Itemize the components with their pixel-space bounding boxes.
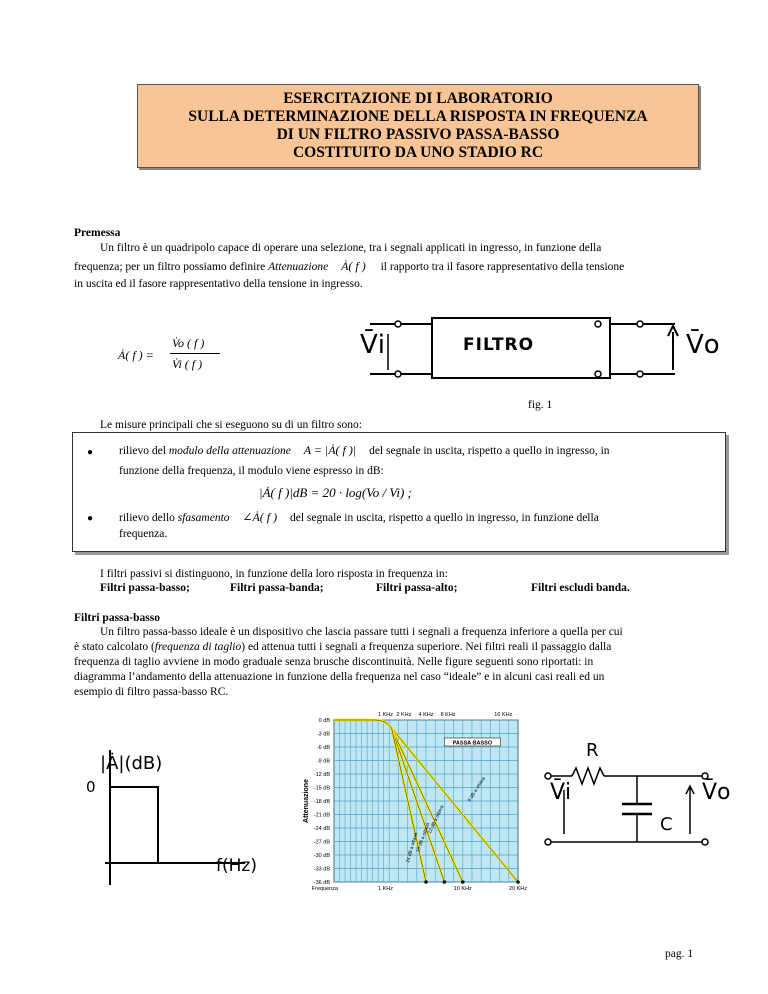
bullet-dot-1: ●	[87, 447, 94, 458]
bullet-1-line-1	[119, 443, 610, 459]
chart-axis-title: Attenuazione	[303, 779, 310, 823]
chart-y-tick-label: -33 dB	[313, 866, 330, 873]
chart-y-tick-label: -6 dB	[316, 745, 330, 751]
filter-vout-label: V̄o	[686, 330, 720, 360]
chart-y-tick-label: -24 dB	[313, 826, 330, 832]
chart-top-label: 2 KHz	[396, 712, 412, 718]
passabasso-heading: Filtri passa-basso	[74, 612, 160, 624]
b2a: rilievo dello	[119, 512, 178, 524]
bullet-dot-2: ●	[87, 513, 94, 524]
chart-y-tick-label: -9 dB	[316, 758, 330, 765]
fig1-caption: fig. 1	[528, 399, 553, 411]
rc-vin-label: V̄i	[550, 780, 572, 805]
modulo-term: modulo della attenuazione	[168, 445, 291, 457]
db-formula: |Ȧ( f )|dB = 20 · log(Vo / Vi) ;	[259, 485, 412, 500]
rc-r-label: R	[586, 740, 599, 761]
passabasso-line-1: Un filtro passa-basso ideale è un dispositivo che lascia passare tutti i segnali a frequenza inferiore a quella per cui	[100, 626, 623, 638]
measures-intro: Le misure principali che si eseguono su di un filtro sono:	[100, 419, 362, 431]
rc-vout-label: V̄o	[702, 780, 731, 805]
fraction-bar	[170, 353, 220, 354]
title-line-3: DI UN FILTRO PASSIVO PASSA-BASSO	[276, 126, 560, 143]
phase-formula: ∠Ȧ( f )	[242, 510, 278, 524]
sfasamento-term: sfasamento	[177, 512, 230, 524]
l2c: ) ed attenua tutti i segnali a frequenza superiore. Nei filtri reali il passaggio dalla	[241, 641, 612, 653]
b2d: del segnale in uscita, rispetto a quello in ingresso, in funzione della	[289, 512, 599, 524]
chart-y-tick-label: -18 dB	[313, 799, 330, 805]
classes-intro: I filtri passivi si distinguono, in funzione della loro risposta in frequenza in:	[100, 568, 448, 580]
chart-series-endpoint	[443, 880, 447, 884]
chart-y-tick-label: -15 dB	[313, 785, 330, 792]
chart-top-label: 4 KHz	[418, 712, 434, 718]
chart-bottom-label: 1 KHz	[378, 886, 394, 892]
ideal-ylabel: |Ȧ|(dB)	[100, 753, 163, 774]
attenuazione-term: Attenuazione	[268, 261, 329, 273]
bullet-2-line-2: frequenza.	[119, 528, 168, 540]
premessa-text-2	[74, 259, 624, 275]
chart-series-endpoint	[516, 880, 520, 884]
chart-y-tick-label: -12 dB	[313, 772, 330, 778]
class-passa-banda: Filtri passa-banda;	[230, 582, 324, 594]
passabasso-line-5: esempio di filtro passa-basso RC.	[74, 686, 229, 698]
chart-y-tick-label: -21 dB	[313, 812, 330, 819]
chart-y-tick-label: -27 dB	[313, 839, 330, 846]
chart-curve-label: 18 dB a ottava	[416, 822, 432, 854]
class-escludi-banda: Filtri escludi banda.	[531, 582, 630, 594]
bullet-2-line-1	[119, 510, 599, 526]
chart-top-label: 1 KHz	[378, 712, 394, 718]
class-passa-basso: Filtri passa-basso;	[100, 582, 190, 594]
chart-y-tick-label: -30 dB	[313, 853, 330, 859]
chart-y-tick-label: -3 dB	[316, 731, 330, 738]
rc-c-label: C	[660, 814, 673, 835]
chart-bottom-label: Frequenza	[311, 886, 338, 892]
chart-curve-label: 6 dB a ottava	[467, 776, 487, 804]
chart-bottom-label: 10 KHz	[453, 886, 472, 892]
filter-vin-label: V̄i	[360, 330, 386, 360]
chart-curve-label: 12 dB a ottava	[427, 804, 446, 835]
title-line-1: ESERCITAZIONE DI LABORATORIO	[283, 90, 553, 107]
ideal-xlabel: f(Hz)	[216, 856, 257, 876]
formula-denominator: V̇i ( f )	[172, 357, 203, 371]
premessa-text-3: in uscita ed il fasore rappresentativo della tensione in ingresso.	[74, 278, 363, 290]
resistor-symbol	[572, 768, 604, 784]
title-box	[137, 84, 699, 168]
formula-lhs: Ȧ( f ) =	[118, 348, 154, 362]
premessa-heading: Premessa	[74, 227, 121, 239]
chart-top-label: 16 KHz	[494, 712, 513, 718]
lowpass-chart	[296, 708, 528, 896]
class-passa-alto: Filtri passa-alto;	[376, 582, 458, 594]
chart-series-endpoint	[424, 880, 428, 884]
chart-curve-label: 24 dB a ottava	[405, 832, 420, 864]
filtro-label: FILTRO	[463, 335, 535, 355]
modulo-formula: A = |Ȧ( f )|	[303, 443, 357, 457]
formula-numerator: V̇o ( f )	[172, 336, 205, 350]
title-line-4: COSTITUITO DA UNO STADIO RC	[292, 144, 544, 161]
ideal-zero: 0	[86, 778, 96, 796]
chart-y-tick-label: 0 dB	[318, 718, 330, 724]
premessa-text-2c: il rapporto tra il fasore rappresentativo della tensione	[380, 261, 625, 273]
l2a: è stato calcolato (	[74, 641, 155, 653]
frequenza-taglio-term: frequenza di taglio	[154, 641, 242, 653]
b1d: del segnale in uscita, rispetto a quello in ingresso, in	[369, 445, 610, 457]
chart-top-label: 8 KHz	[440, 712, 456, 718]
chart-bottom-label: 20 KHz	[508, 886, 528, 892]
passabasso-line-4: diagramma l’andamento della attenuazione in funzione della frequenza nel caso “ideale” e in alcuni casi reali ed un	[74, 671, 605, 683]
bullet-1-line-2: funzione della frequenza, il modulo viene espresso in dB:	[119, 465, 384, 477]
page-number: pag. 1	[665, 948, 694, 960]
atten-inline-formula: Ȧ( f )	[341, 259, 366, 273]
title-line-2: SULLA DETERMINAZIONE DELLA RISPOSTA IN FREQUENZA	[188, 108, 648, 125]
premessa-text-2a: frequenza; per un filtro possiamo definire	[74, 261, 269, 273]
b1a: rilievo del	[119, 445, 169, 457]
measures-box	[72, 432, 726, 552]
chart-series-endpoint	[461, 880, 465, 884]
passabasso-line-2	[74, 640, 611, 655]
premessa-text-1: Un filtro è un quadripolo capace di operare una selezione, tra i segnali applicati in ingresso, in funzione della	[100, 242, 602, 254]
passabasso-line-3: frequenza di taglio avviene in modo graduale senza brusche discontinuità. Nelle figure seguenti sono riportati: in	[74, 656, 594, 668]
chart-y-tick-label: -36 dB	[313, 880, 330, 886]
chart-legend-text: PASSA BASSO	[452, 740, 493, 747]
lowpass-chart-frame	[296, 708, 528, 896]
